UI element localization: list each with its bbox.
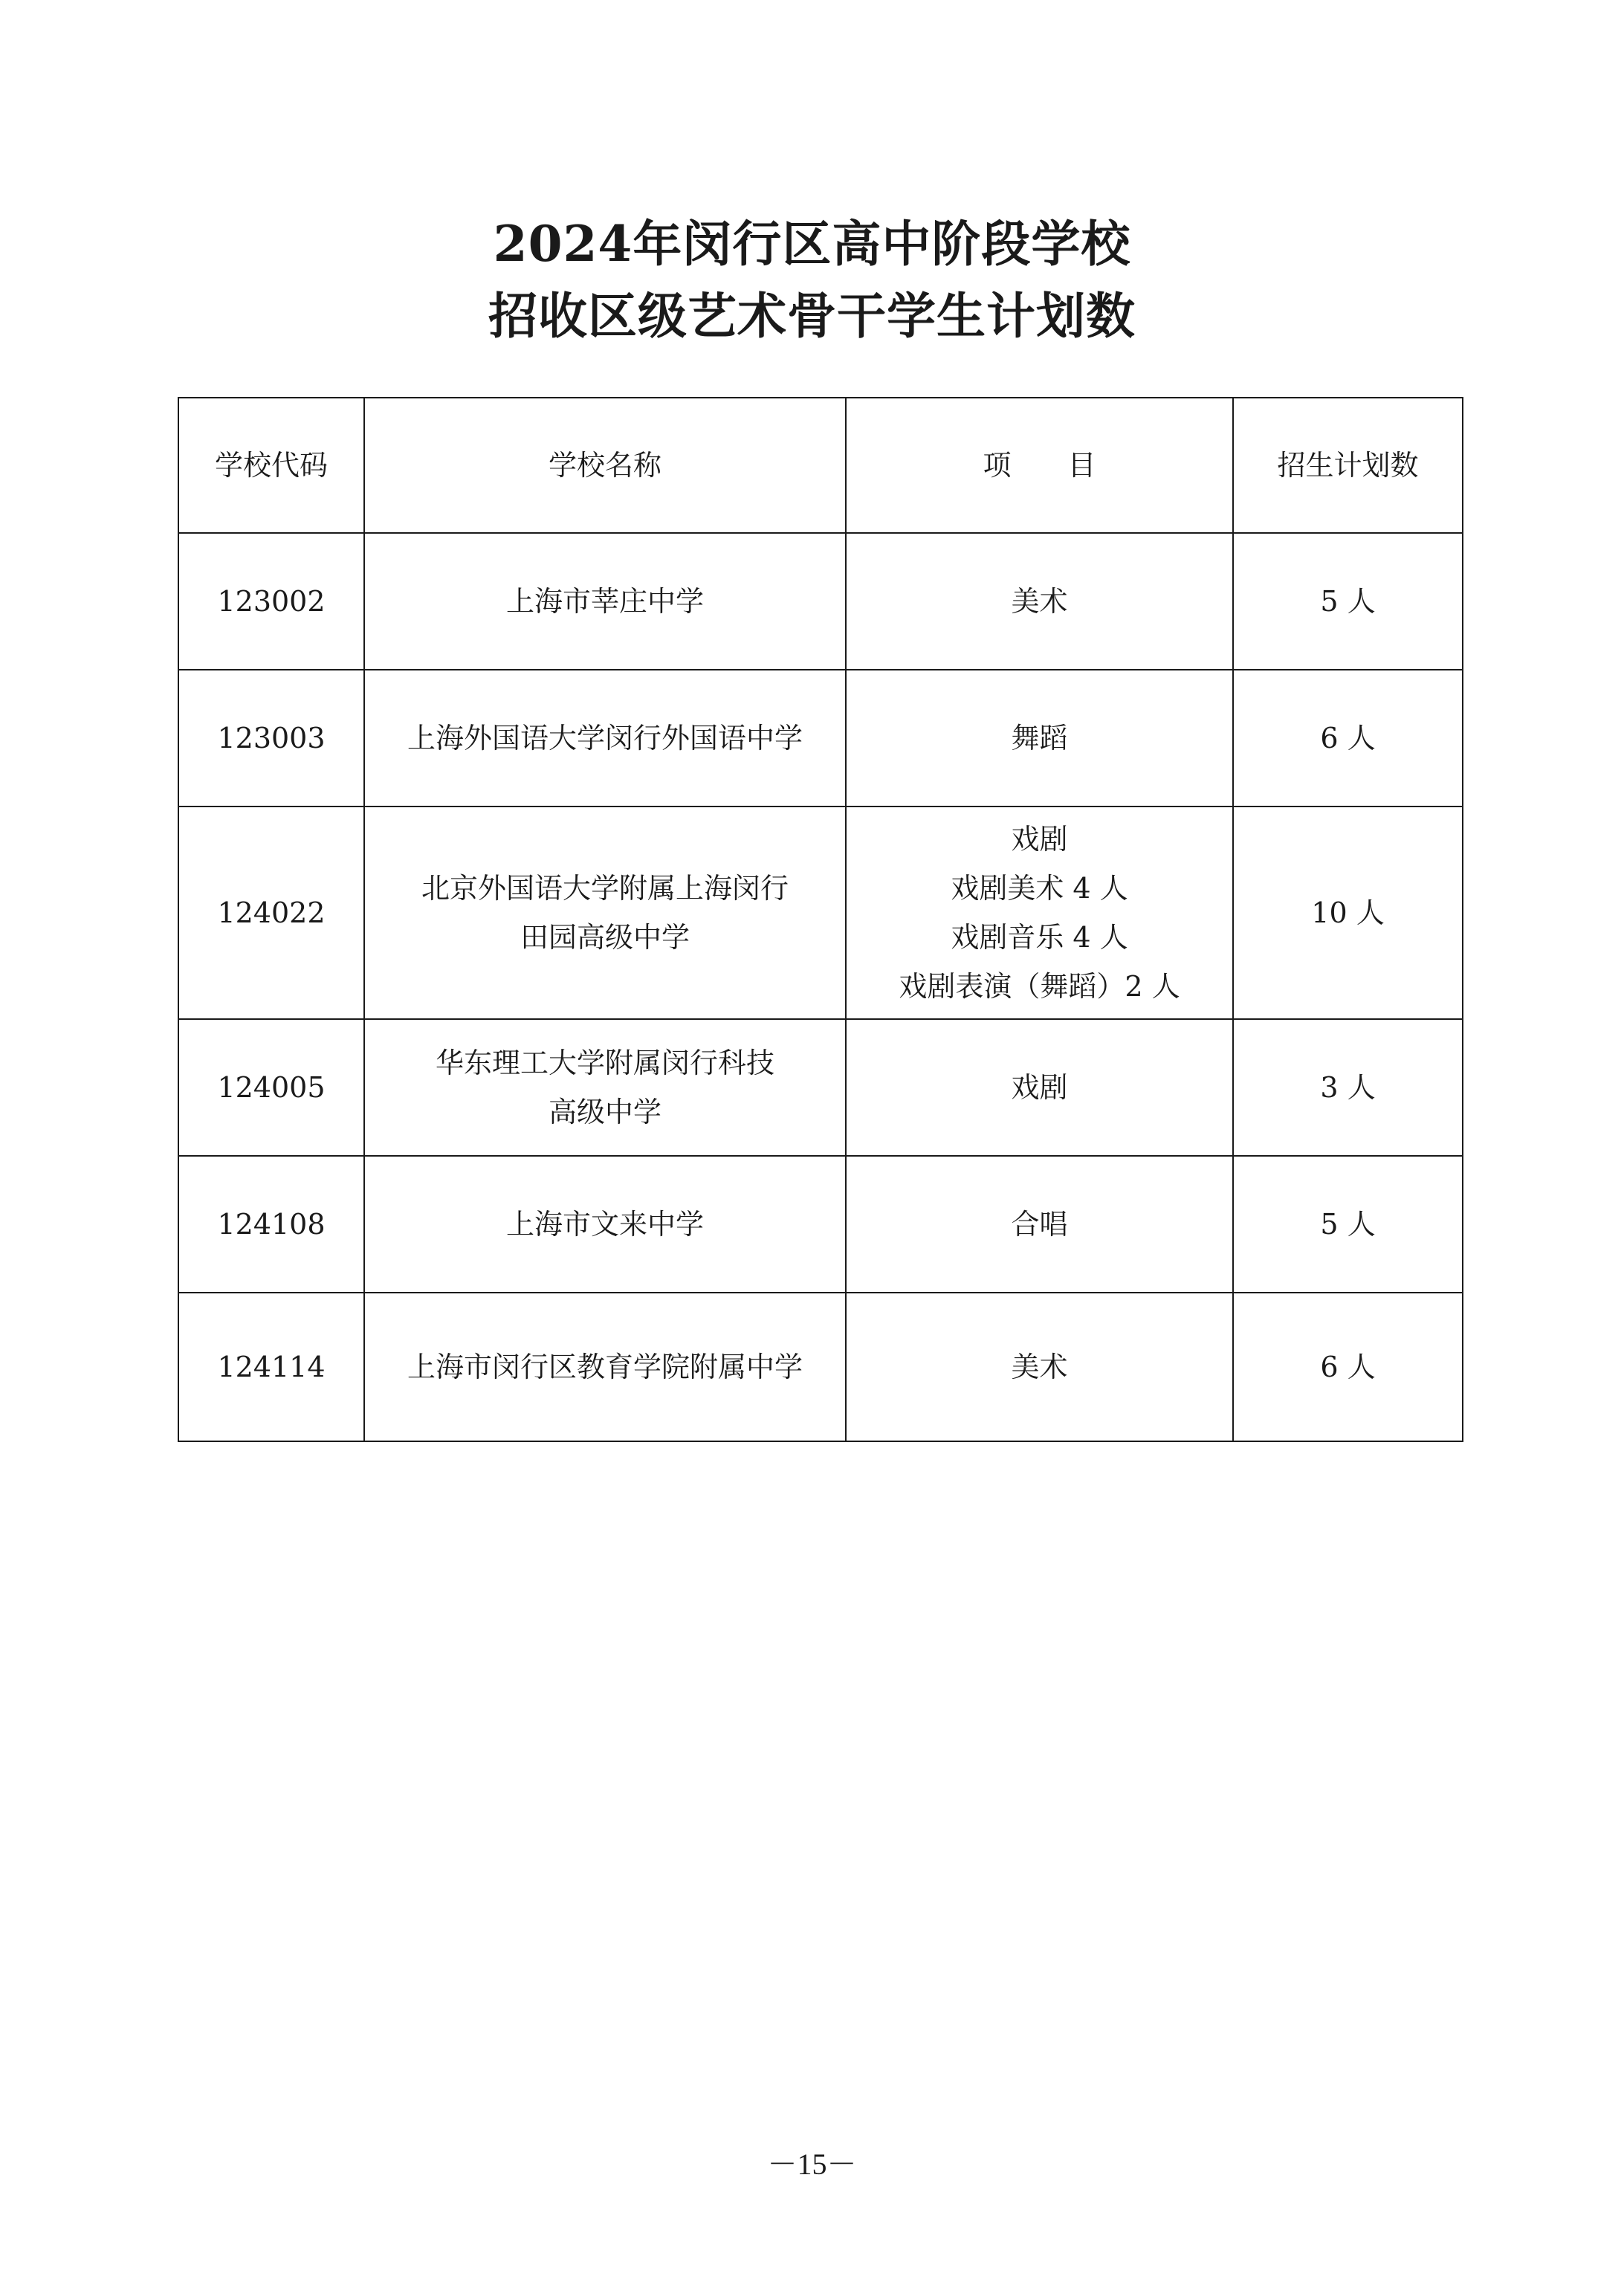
project-line: 戏剧音乐 4 人 [951,921,1128,954]
project-cell [846,533,1233,670]
school-name-line: 上海市文来中学 [505,1208,704,1241]
school-code-cell: 124022 [178,807,364,1019]
school-name-line: 上海市闵行区教育学院附属中学 [407,1351,803,1383]
project-cell [846,1293,1233,1441]
project-line: 美术 [1011,1351,1068,1383]
school-code-cell: 123002 [178,533,364,670]
project-cell [846,1156,1233,1293]
table-row [178,1156,1463,1293]
school-code-cell: 123003 [178,670,364,807]
project-line: 美术 [1011,585,1068,618]
header-school-code: 学校代码 [178,398,364,533]
header-quota: 招生计划数 [1233,398,1463,533]
project-line: 戏剧美术 4 人 [951,872,1128,905]
school-name-cell [364,807,846,1019]
table-row [178,1293,1463,1441]
school-code-cell: 124114 [178,1293,364,1441]
school-name-line: 华东理工大学附属闵行科技 [435,1047,774,1079]
project-line: 戏剧 [1011,1071,1068,1104]
quota-cell: 6 人 [1233,670,1463,807]
quota-cell: 5 人 [1233,1156,1463,1293]
quota-cell: 5 人 [1233,533,1463,670]
school-name-line: 上海外国语大学闵行外国语中学 [407,722,803,754]
school-name-line: 上海市莘庄中学 [505,585,704,618]
school-code-cell: 124005 [178,1019,364,1156]
project-line: 舞蹈 [1011,722,1068,754]
project-line: 戏剧 [1011,823,1068,856]
school-code-cell: 124108 [178,1156,364,1293]
school-name-line: 田园高级中学 [520,921,690,954]
enrollment-plan-table [178,397,1463,1442]
project-cell [846,807,1233,1019]
school-name-line: 北京外国语大学附属上海闵行 [421,872,789,905]
school-name-cell [364,1156,846,1293]
project-cell [846,1019,1233,1156]
header-school-name: 学校名称 [364,398,846,533]
page-number: －15－ [767,2147,857,2181]
project-cell [846,670,1233,807]
table-header-row [178,398,1463,533]
project-line: 合唱 [1011,1208,1068,1241]
school-name-cell [364,533,846,670]
project-line: 戏剧表演（舞蹈）2 人 [899,970,1180,1003]
quota-cell: 10 人 [1233,807,1463,1019]
quota-cell: 6 人 [1233,1293,1463,1441]
header-project: 项 目 [846,398,1233,533]
table-row [178,533,1463,670]
school-name-cell [364,1293,846,1441]
table-row [178,670,1463,807]
document-title-line-1: 2024年闵行区高中阶段学校 [493,215,1131,273]
document-title-line-2: 招收区级艺术骨干学生计划数 [488,287,1136,345]
school-name-line: 高级中学 [548,1096,661,1128]
table-row [178,1019,1463,1156]
school-name-cell [364,670,846,807]
table-row [178,807,1463,1019]
quota-cell: 3 人 [1233,1019,1463,1156]
school-name-cell [364,1019,846,1156]
